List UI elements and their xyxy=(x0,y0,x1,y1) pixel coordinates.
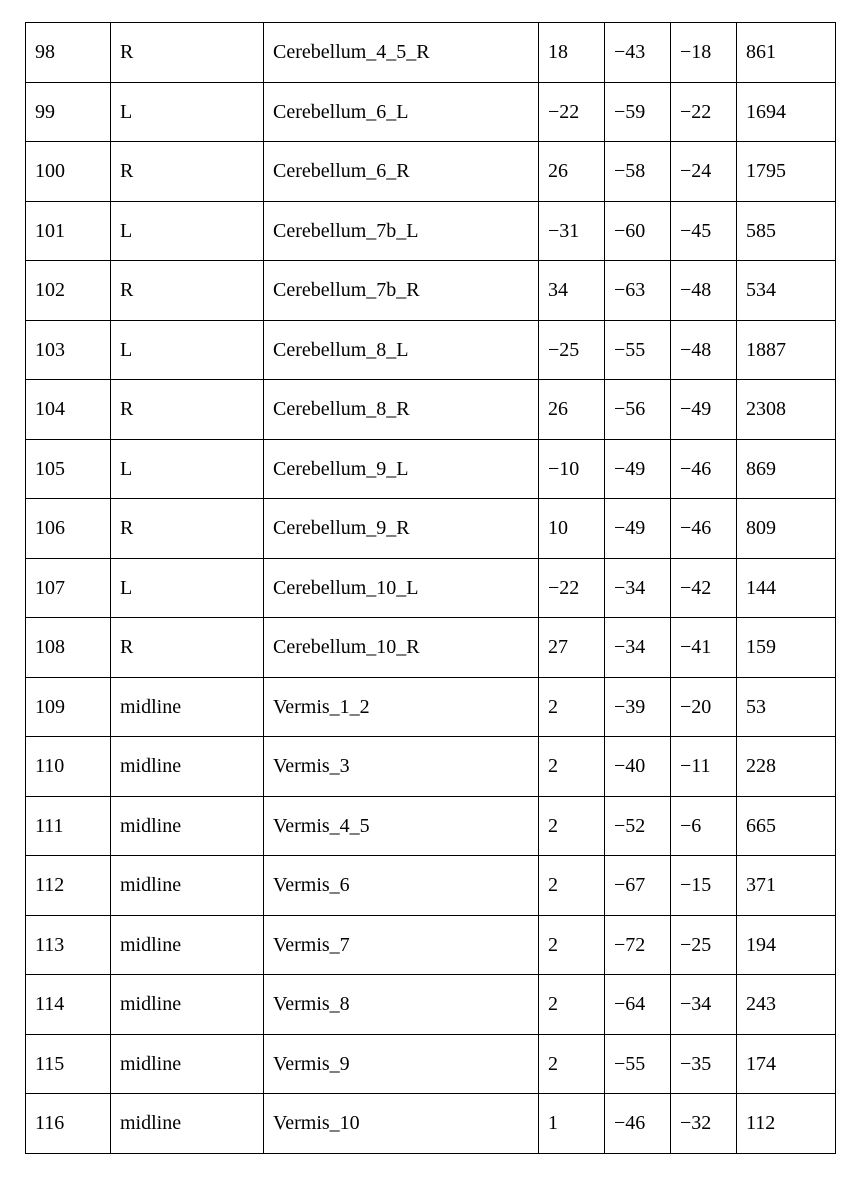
table-row xyxy=(26,677,836,737)
row-index-cell: 108 xyxy=(26,618,111,678)
region-name-cell: Cerebellum_8_L xyxy=(264,320,539,380)
region-name-cell: Cerebellum_6_L xyxy=(264,82,539,142)
y-coordinate-cell: −67 xyxy=(605,856,671,916)
hemisphere-cell: midline xyxy=(111,1094,264,1154)
table-row xyxy=(26,796,836,856)
y-coordinate-cell: −72 xyxy=(605,915,671,975)
voxel-count-cell: 2308 xyxy=(737,380,836,440)
x-coordinate-cell: 1 xyxy=(539,1094,605,1154)
hemisphere-cell: midline xyxy=(111,737,264,797)
z-coordinate-cell: −18 xyxy=(671,23,737,83)
region-name-cell: Cerebellum_7b_R xyxy=(264,261,539,321)
region-name-cell: Vermis_10 xyxy=(264,1094,539,1154)
z-coordinate-cell: −11 xyxy=(671,737,737,797)
table-row xyxy=(26,915,836,975)
z-coordinate-cell: −35 xyxy=(671,1034,737,1094)
y-coordinate-cell: −60 xyxy=(605,201,671,261)
row-index-cell: 112 xyxy=(26,856,111,916)
x-coordinate-cell: 26 xyxy=(539,380,605,440)
y-coordinate-cell: −55 xyxy=(605,320,671,380)
region-name-cell: Vermis_9 xyxy=(264,1034,539,1094)
voxel-count-cell: 194 xyxy=(737,915,836,975)
row-index-cell: 105 xyxy=(26,439,111,499)
z-coordinate-cell: −20 xyxy=(671,677,737,737)
y-coordinate-cell: −40 xyxy=(605,737,671,797)
row-index-cell: 111 xyxy=(26,796,111,856)
voxel-count-cell: 665 xyxy=(737,796,836,856)
x-coordinate-cell: −31 xyxy=(539,201,605,261)
voxel-count-cell: 174 xyxy=(737,1034,836,1094)
row-index-cell: 113 xyxy=(26,915,111,975)
region-name-cell: Cerebellum_8_R xyxy=(264,380,539,440)
z-coordinate-cell: −46 xyxy=(671,439,737,499)
region-name-cell: Cerebellum_6_R xyxy=(264,142,539,202)
table-row xyxy=(26,1094,836,1154)
voxel-count-cell: 869 xyxy=(737,439,836,499)
region-name-cell: Cerebellum_7b_L xyxy=(264,201,539,261)
z-coordinate-cell: −15 xyxy=(671,856,737,916)
table-row xyxy=(26,142,836,202)
z-coordinate-cell: −24 xyxy=(671,142,737,202)
hemisphere-cell: L xyxy=(111,201,264,261)
x-coordinate-cell: 26 xyxy=(539,142,605,202)
row-index-cell: 101 xyxy=(26,201,111,261)
y-coordinate-cell: −39 xyxy=(605,677,671,737)
table-row xyxy=(26,320,836,380)
hemisphere-cell: R xyxy=(111,23,264,83)
row-index-cell: 114 xyxy=(26,975,111,1035)
hemisphere-cell: midline xyxy=(111,915,264,975)
voxel-count-cell: 228 xyxy=(737,737,836,797)
voxel-count-cell: 159 xyxy=(737,618,836,678)
row-index-cell: 109 xyxy=(26,677,111,737)
y-coordinate-cell: −52 xyxy=(605,796,671,856)
region-name-cell: Cerebellum_10_R xyxy=(264,618,539,678)
y-coordinate-cell: −64 xyxy=(605,975,671,1035)
region-name-cell: Cerebellum_9_L xyxy=(264,439,539,499)
voxel-count-cell: 112 xyxy=(737,1094,836,1154)
table-row xyxy=(26,856,836,916)
region-name-cell: Cerebellum_9_R xyxy=(264,499,539,559)
hemisphere-cell: L xyxy=(111,558,264,618)
table-row xyxy=(26,558,836,618)
region-name-cell: Vermis_6 xyxy=(264,856,539,916)
hemisphere-cell: R xyxy=(111,142,264,202)
hemisphere-cell: midline xyxy=(111,856,264,916)
row-index-cell: 100 xyxy=(26,142,111,202)
table-row xyxy=(26,618,836,678)
table-row xyxy=(26,261,836,321)
x-coordinate-cell: 27 xyxy=(539,618,605,678)
hemisphere-cell: R xyxy=(111,380,264,440)
voxel-count-cell: 809 xyxy=(737,499,836,559)
voxel-count-cell: 243 xyxy=(737,975,836,1035)
row-index-cell: 115 xyxy=(26,1034,111,1094)
x-coordinate-cell: 10 xyxy=(539,499,605,559)
x-coordinate-cell: 2 xyxy=(539,677,605,737)
z-coordinate-cell: −42 xyxy=(671,558,737,618)
voxel-count-cell: 861 xyxy=(737,23,836,83)
row-index-cell: 106 xyxy=(26,499,111,559)
x-coordinate-cell: 2 xyxy=(539,975,605,1035)
region-name-cell: Vermis_4_5 xyxy=(264,796,539,856)
voxel-count-cell: 53 xyxy=(737,677,836,737)
table-row xyxy=(26,737,836,797)
hemisphere-cell: R xyxy=(111,261,264,321)
hemisphere-cell: L xyxy=(111,82,264,142)
voxel-count-cell: 534 xyxy=(737,261,836,321)
z-coordinate-cell: −46 xyxy=(671,499,737,559)
hemisphere-cell: R xyxy=(111,499,264,559)
voxel-count-cell: 371 xyxy=(737,856,836,916)
row-index-cell: 107 xyxy=(26,558,111,618)
table-row xyxy=(26,380,836,440)
y-coordinate-cell: −63 xyxy=(605,261,671,321)
voxel-count-cell: 1694 xyxy=(737,82,836,142)
z-coordinate-cell: −48 xyxy=(671,320,737,380)
region-table xyxy=(25,22,836,1154)
y-coordinate-cell: −34 xyxy=(605,558,671,618)
row-index-cell: 99 xyxy=(26,82,111,142)
z-coordinate-cell: −25 xyxy=(671,915,737,975)
y-coordinate-cell: −55 xyxy=(605,1034,671,1094)
x-coordinate-cell: −25 xyxy=(539,320,605,380)
x-coordinate-cell: 34 xyxy=(539,261,605,321)
table-row xyxy=(26,439,836,499)
region-table-body xyxy=(26,23,836,1154)
voxel-count-cell: 144 xyxy=(737,558,836,618)
x-coordinate-cell: −10 xyxy=(539,439,605,499)
row-index-cell: 104 xyxy=(26,380,111,440)
z-coordinate-cell: −32 xyxy=(671,1094,737,1154)
voxel-count-cell: 1887 xyxy=(737,320,836,380)
y-coordinate-cell: −59 xyxy=(605,82,671,142)
hemisphere-cell: midline xyxy=(111,796,264,856)
hemisphere-cell: midline xyxy=(111,677,264,737)
voxel-count-cell: 1795 xyxy=(737,142,836,202)
hemisphere-cell: midline xyxy=(111,975,264,1035)
region-name-cell: Cerebellum_10_L xyxy=(264,558,539,618)
x-coordinate-cell: 18 xyxy=(539,23,605,83)
y-coordinate-cell: −46 xyxy=(605,1094,671,1154)
z-coordinate-cell: −34 xyxy=(671,975,737,1035)
x-coordinate-cell: −22 xyxy=(539,82,605,142)
voxel-count-cell: 585 xyxy=(737,201,836,261)
y-coordinate-cell: −56 xyxy=(605,380,671,440)
table-row xyxy=(26,201,836,261)
x-coordinate-cell: 2 xyxy=(539,737,605,797)
z-coordinate-cell: −48 xyxy=(671,261,737,321)
y-coordinate-cell: −49 xyxy=(605,439,671,499)
z-coordinate-cell: −6 xyxy=(671,796,737,856)
table-row xyxy=(26,975,836,1035)
hemisphere-cell: L xyxy=(111,439,264,499)
hemisphere-cell: L xyxy=(111,320,264,380)
region-name-cell: Vermis_3 xyxy=(264,737,539,797)
table-row xyxy=(26,1034,836,1094)
table-row xyxy=(26,82,836,142)
row-index-cell: 116 xyxy=(26,1094,111,1154)
row-index-cell: 98 xyxy=(26,23,111,83)
x-coordinate-cell: 2 xyxy=(539,856,605,916)
y-coordinate-cell: −43 xyxy=(605,23,671,83)
z-coordinate-cell: −49 xyxy=(671,380,737,440)
z-coordinate-cell: −41 xyxy=(671,618,737,678)
region-name-cell: Vermis_7 xyxy=(264,915,539,975)
region-name-cell: Vermis_8 xyxy=(264,975,539,1035)
z-coordinate-cell: −45 xyxy=(671,201,737,261)
z-coordinate-cell: −22 xyxy=(671,82,737,142)
x-coordinate-cell: 2 xyxy=(539,796,605,856)
x-coordinate-cell: 2 xyxy=(539,915,605,975)
y-coordinate-cell: −49 xyxy=(605,499,671,559)
y-coordinate-cell: −34 xyxy=(605,618,671,678)
table-row xyxy=(26,23,836,83)
x-coordinate-cell: −22 xyxy=(539,558,605,618)
table-row xyxy=(26,499,836,559)
row-index-cell: 103 xyxy=(26,320,111,380)
hemisphere-cell: R xyxy=(111,618,264,678)
y-coordinate-cell: −58 xyxy=(605,142,671,202)
region-name-cell: Vermis_1_2 xyxy=(264,677,539,737)
row-index-cell: 102 xyxy=(26,261,111,321)
hemisphere-cell: midline xyxy=(111,1034,264,1094)
region-name-cell: Cerebellum_4_5_R xyxy=(264,23,539,83)
x-coordinate-cell: 2 xyxy=(539,1034,605,1094)
row-index-cell: 110 xyxy=(26,737,111,797)
